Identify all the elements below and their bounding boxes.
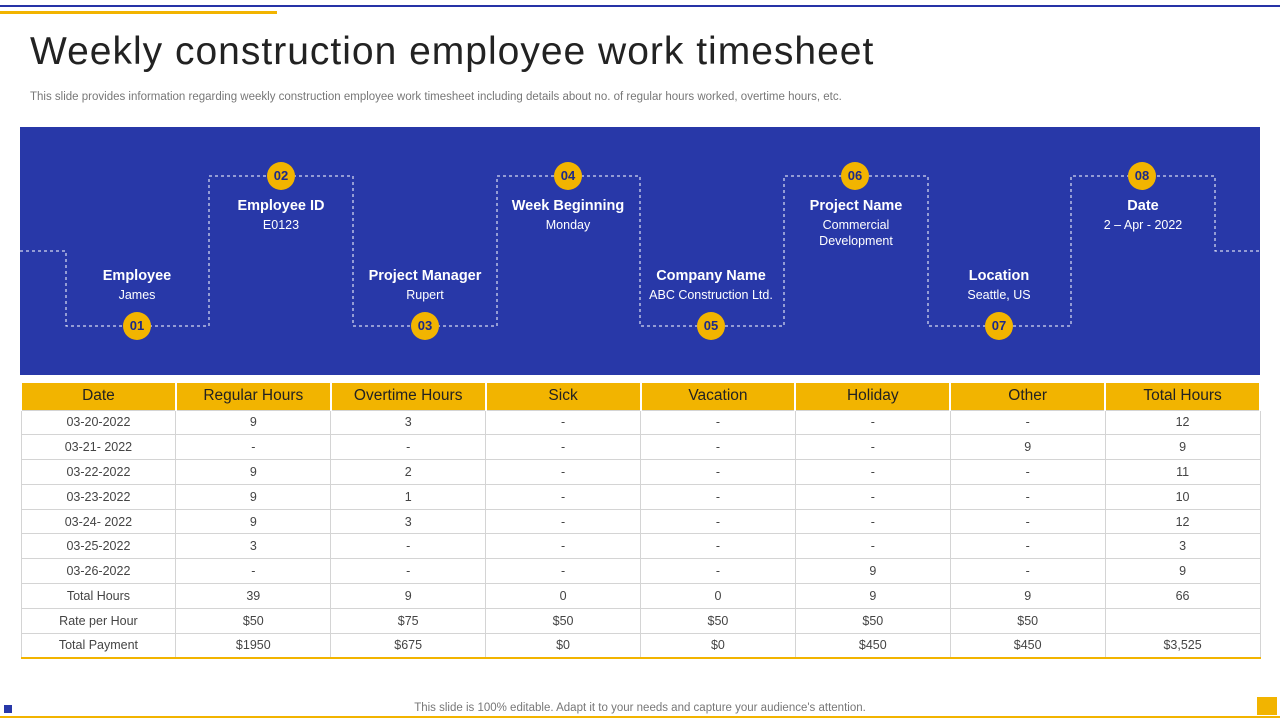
step-value: James [118,288,156,302]
table-cell: - [641,410,796,435]
table-cell: - [486,559,641,584]
table-cell: - [641,460,796,485]
step-value: Seattle, US [967,288,1031,302]
table-cell: 03-21- 2022 [21,435,176,460]
column-header: Total Hours [1105,383,1260,410]
table-cell: - [795,460,950,485]
step-value: 2 – Apr - 2022 [1103,218,1183,232]
table-cell: - [641,435,796,460]
table-cell: - [331,559,486,584]
table-cell: - [486,460,641,485]
table-cell: Total Hours [21,584,176,609]
table-header-row [21,383,1260,410]
table-cell: $75 [331,608,486,633]
table-cell: - [486,534,641,559]
table-cell: 39 [176,584,331,609]
step-number-badge: 05 [697,312,725,340]
table-cell: - [641,484,796,509]
step-number-badge: 08 [1128,162,1156,190]
step-number-badge: 01 [123,312,151,340]
table-cell: $450 [795,633,950,658]
step-value: Monday [545,218,591,232]
table-cell: - [795,534,950,559]
table-cell: - [176,435,331,460]
table-cell: 9 [950,584,1105,609]
table-cell: - [641,509,796,534]
table-cell: $450 [950,633,1105,658]
table-row [21,484,1260,509]
table-cell: 9 [1105,559,1260,584]
table-cell: $0 [486,633,641,658]
table-cell: 3 [331,410,486,435]
table-cell: 03-26-2022 [21,559,176,584]
table-cell: - [331,534,486,559]
table-cell: 3 [176,534,331,559]
table-row [21,460,1260,485]
table-cell: 0 [486,584,641,609]
table-cell: 11 [1105,460,1260,485]
table-row [21,509,1260,534]
table-cell: 9 [176,410,331,435]
table-cell: $50 [641,608,796,633]
column-header: Vacation [641,383,796,410]
step-connector-path [20,127,1260,375]
table-cell: 9 [176,509,331,534]
table-cell: 12 [1105,509,1260,534]
table-row [21,608,1260,633]
table-cell: - [641,534,796,559]
top-accent-line-yellow [0,11,277,14]
table-body [21,410,1260,658]
table-cell: 03-20-2022 [21,410,176,435]
step-title: Location [968,268,1030,284]
table-cell: - [795,484,950,509]
table-cell: 9 [176,484,331,509]
step-title: Week Beginning [511,198,625,214]
corner-accent-yellow [1257,697,1277,715]
employee-info-banner [20,127,1260,375]
table-cell: - [176,559,331,584]
table-cell: - [795,435,950,460]
table-cell: 03-25-2022 [21,534,176,559]
table-cell: 1 [331,484,486,509]
table-cell: 12 [1105,410,1260,435]
table-cell: 03-24- 2022 [21,509,176,534]
table-cell: 66 [1105,584,1260,609]
timesheet-table [20,383,1261,659]
table-cell: - [486,509,641,534]
column-header: Other [950,383,1105,410]
step-number-badge: 02 [267,162,295,190]
table-cell: - [950,559,1105,584]
step-title: Employee ID [237,198,325,214]
table-cell: $3,525 [1105,633,1260,658]
step-number-badge: 06 [841,162,869,190]
table-cell: $50 [795,608,950,633]
table-cell: 9 [795,584,950,609]
table-cell: 10 [1105,484,1260,509]
page-subtitle: This slide provides information regarding weekly construction employee work timesheet including details about no. of regular hours worked, overtime hours, etc. [30,91,842,103]
step-value: Commercial Development [819,218,893,248]
footer-accent-line [0,716,1280,718]
step-title: Project Manager [368,268,482,284]
step-value: ABC Construction Ltd. [649,288,773,302]
step-value: Rupert [406,288,444,302]
step-title: Project Name [809,198,903,214]
table-cell: 03-22-2022 [21,460,176,485]
column-header: Regular Hours [176,383,331,410]
table-cell: $0 [641,633,796,658]
step-employee-id [206,197,356,233]
table-cell: 2 [331,460,486,485]
table-cell: $675 [331,633,486,658]
table-cell: 9 [795,559,950,584]
table-cell: $1950 [176,633,331,658]
column-header: Overtime Hours [331,383,486,410]
step-title: Employee [102,268,172,284]
table-cell: - [950,509,1105,534]
table-row [21,584,1260,609]
table-cell: 9 [331,584,486,609]
step-date [1068,197,1218,233]
page-title: Weekly construction employee work timesheet [30,30,875,73]
top-accent-line-blue [0,5,1280,7]
table-cell: 3 [331,509,486,534]
table-cell: $50 [950,608,1105,633]
table-cell: Total Payment [21,633,176,658]
step-employee [62,267,212,303]
step-number-badge: 03 [411,312,439,340]
table-cell: - [641,559,796,584]
table-cell: $50 [176,608,331,633]
table-cell: 9 [950,435,1105,460]
step-project-manager [350,267,500,303]
table-cell: 3 [1105,534,1260,559]
table-cell: - [950,534,1105,559]
step-number-badge: 04 [554,162,582,190]
table-cell: 03-23-2022 [21,484,176,509]
table-cell: - [795,509,950,534]
footer-note: This slide is 100% editable. Adapt it to your needs and capture your audience's attention. [414,702,866,714]
step-location [924,267,1074,303]
step-number-badge: 07 [985,312,1013,340]
table-cell: $50 [486,608,641,633]
step-week-beginning [493,197,643,233]
column-header: Date [21,383,176,410]
step-company-name [636,267,786,303]
table-row [21,633,1260,658]
column-header: Holiday [795,383,950,410]
table-cell: 9 [1105,435,1260,460]
step-project-name [781,197,931,249]
table-cell: 9 [176,460,331,485]
table-row [21,435,1260,460]
table-cell: 0 [641,584,796,609]
table-row [21,559,1260,584]
column-header: Sick [486,383,641,410]
table-cell: - [486,435,641,460]
table-cell: Rate per Hour [21,608,176,633]
step-title: Date [1127,198,1159,214]
table-cell: - [950,484,1105,509]
step-value: E0123 [262,218,300,232]
table-cell: - [486,484,641,509]
table-cell: - [950,460,1105,485]
table-cell: - [486,410,641,435]
table-cell: - [331,435,486,460]
table-cell: - [950,410,1105,435]
table-cell [1105,608,1260,633]
table-row [21,534,1260,559]
table-row [21,410,1260,435]
step-title: Company Name [656,268,766,284]
table-cell: - [795,410,950,435]
